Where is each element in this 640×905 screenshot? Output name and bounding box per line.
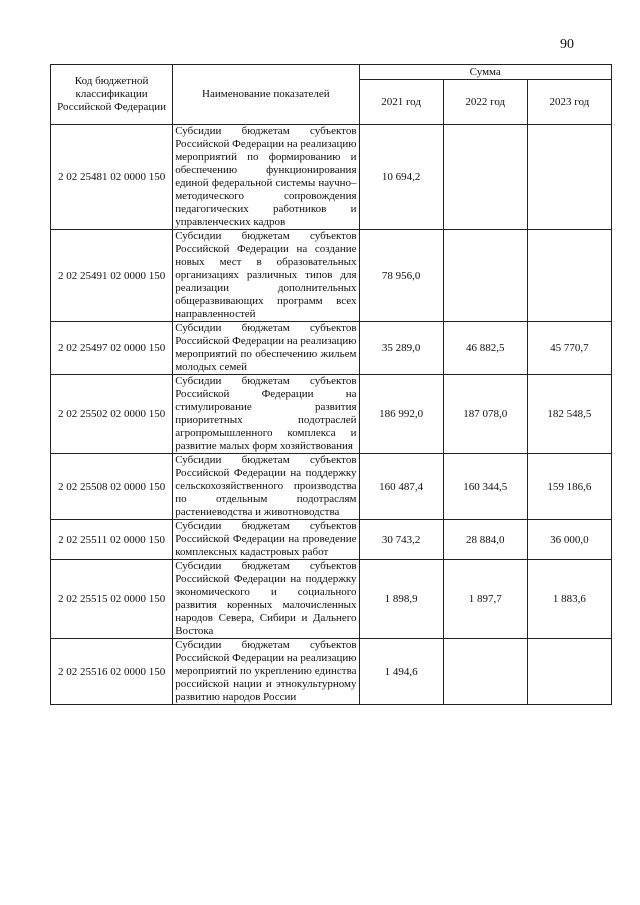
row-value-2023: 182 548,5 — [527, 375, 611, 454]
row-code: 2 02 25491 02 0000 150 — [51, 230, 173, 322]
row-name: Субсидии бюджетам субъектов Российской Федерации на стимулирование развития приоритетных подотраслей агропромышленного комплекса и развитие малых форм хозяйствования — [173, 375, 359, 454]
row-value-2022 — [443, 230, 527, 322]
row-name: Субсидии бюджетам субъектов Российской Федерации на реализацию мероприятий по укреплению единства российской нации и этнокультурному развитию народов России — [173, 639, 359, 705]
row-name: Субсидии бюджетам субъектов Российской Федерации на проведение комплексных кадастровых работ — [173, 520, 359, 560]
table-row — [51, 639, 612, 705]
row-code: 2 02 25508 02 0000 150 — [51, 454, 173, 520]
row-code: 2 02 25511 02 0000 150 — [51, 520, 173, 560]
row-name: Субсидии бюджетам субъектов Российской Федерации на создание новых мест в образовательных организациях различных типов для реализации дополнительных общеразвивающих программ всех направленностей — [173, 230, 359, 322]
row-name: Субсидии бюджетам субъектов Российской Федерации на реализацию мероприятий по формированию и обеспечению функционирования единой федеральной системы научно–методического сопровождения педагогических работников и управленческих кадров — [173, 125, 359, 230]
header-name: Наименование показателей — [173, 65, 359, 125]
row-value-2021: 160 487,4 — [359, 454, 443, 520]
table-row — [51, 322, 612, 375]
row-value-2023: 159 186,6 — [527, 454, 611, 520]
row-name: Субсидии бюджетам субъектов Российской Федерации на поддержку сельскохозяйственного производства по отдельным подотраслям растениеводства и животноводства — [173, 454, 359, 520]
header-year-2021: 2021 год — [359, 80, 443, 125]
table-row — [51, 230, 612, 322]
header-year-2023: 2023 год — [527, 80, 611, 125]
row-value-2022: 187 078,0 — [443, 375, 527, 454]
row-value-2022: 46 882,5 — [443, 322, 527, 375]
table-row — [51, 560, 612, 639]
header-year-2022: 2022 год — [443, 80, 527, 125]
header-code: Код бюджетной классификации Российской Федерации — [51, 65, 173, 125]
row-value-2023: 1 883,6 — [527, 560, 611, 639]
row-value-2023 — [527, 230, 611, 322]
row-value-2021: 1 898,9 — [359, 560, 443, 639]
header-sum: Сумма — [359, 65, 611, 80]
table-row — [51, 375, 612, 454]
row-value-2021: 78 956,0 — [359, 230, 443, 322]
row-value-2023: 36 000,0 — [527, 520, 611, 560]
table-row — [51, 125, 612, 230]
table-row — [51, 520, 612, 560]
row-value-2021: 30 743,2 — [359, 520, 443, 560]
row-value-2022 — [443, 639, 527, 705]
row-value-2023 — [527, 639, 611, 705]
row-value-2021: 186 992,0 — [359, 375, 443, 454]
row-value-2022: 160 344,5 — [443, 454, 527, 520]
row-value-2023: 45 770,7 — [527, 322, 611, 375]
page-number: 90 — [560, 37, 574, 52]
row-value-2021: 1 494,6 — [359, 639, 443, 705]
row-code: 2 02 25502 02 0000 150 — [51, 375, 173, 454]
row-code: 2 02 25515 02 0000 150 — [51, 560, 173, 639]
row-code: 2 02 25497 02 0000 150 — [51, 322, 173, 375]
row-value-2021: 35 289,0 — [359, 322, 443, 375]
row-code: 2 02 25481 02 0000 150 — [51, 125, 173, 230]
row-value-2021: 10 694,2 — [359, 125, 443, 230]
table-row — [51, 454, 612, 520]
row-value-2023 — [527, 125, 611, 230]
row-value-2022: 28 884,0 — [443, 520, 527, 560]
row-name: Субсидии бюджетам субъектов Российской Федерации на поддержку экономического и социального развития коренных малочисленных народов Севера, Сибири и Дальнего Востока — [173, 560, 359, 639]
row-value-2022 — [443, 125, 527, 230]
row-value-2022: 1 897,7 — [443, 560, 527, 639]
row-name: Субсидии бюджетам субъектов Российской Федерации на реализацию мероприятий по обеспечению жильем молодых семей — [173, 322, 359, 375]
row-code: 2 02 25516 02 0000 150 — [51, 639, 173, 705]
budget-table — [50, 64, 612, 705]
